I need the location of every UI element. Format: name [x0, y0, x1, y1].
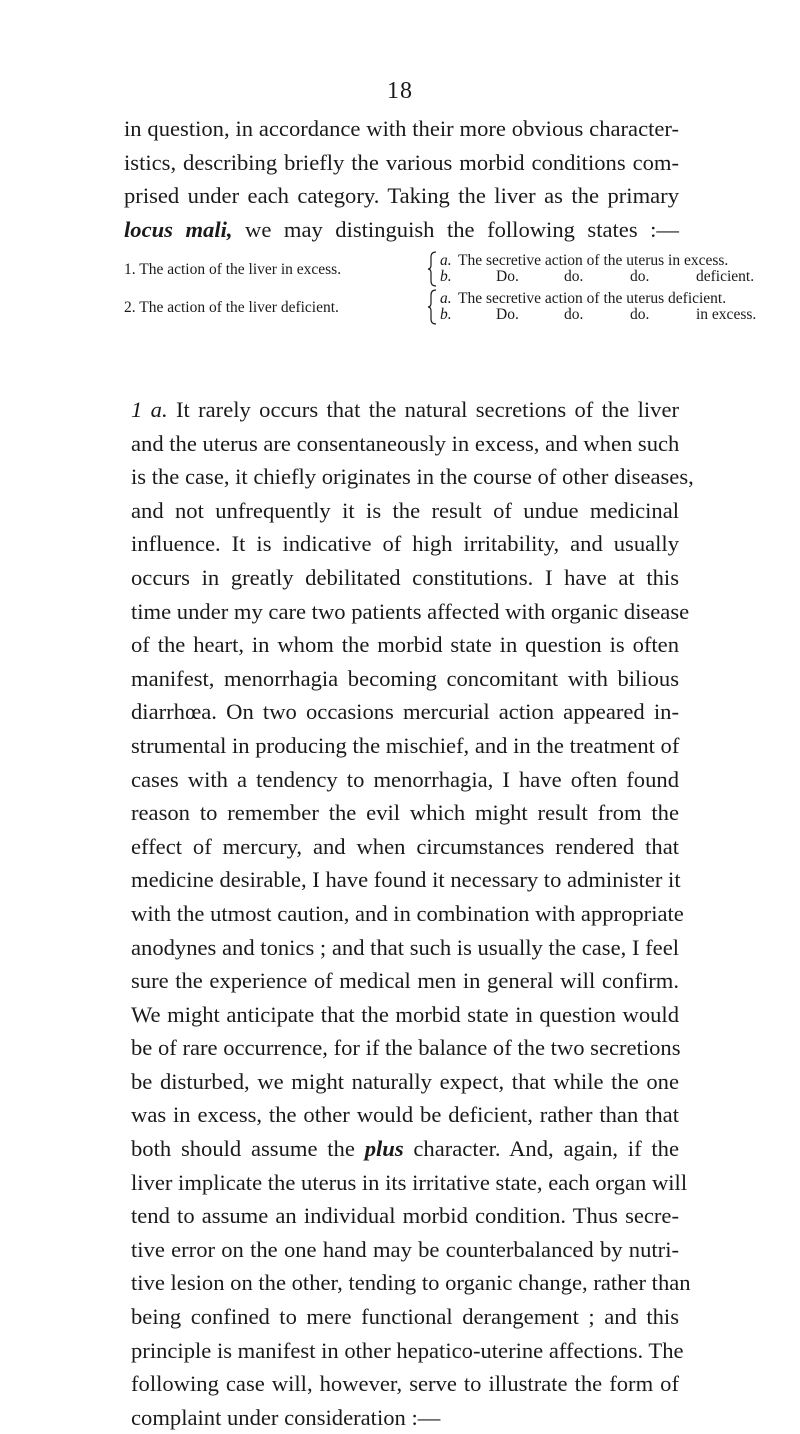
text-line: and not unfrequently it is the result of undue medicinal — [131, 497, 679, 523]
ditto-mark: do. — [630, 268, 650, 285]
text-line: medicine desirable, I have found it necessary to administer it — [131, 867, 681, 893]
text-line: following case will, however, serve to illustrate the form of — [131, 1371, 679, 1397]
page-number: 18 — [387, 78, 413, 104]
italic-lead: 1 a. — [131, 397, 168, 422]
italic-word: plus — [364, 1136, 404, 1162]
text-line: We might anticipate that the morbid state in question would — [131, 1001, 679, 1027]
text-line — [124, 1132, 679, 1166]
text-fragment: both should assume the — [131, 1136, 355, 1162]
table-row — [124, 252, 755, 290]
text-line: influence. It is indicative of high irritability, and usually — [131, 531, 679, 557]
text-line: was in excess, the other would be deficient, rather than that — [131, 1102, 679, 1128]
brace-icon — [428, 289, 437, 325]
text-line: diarrhœa. On two occasions mercurial action appeared in- — [131, 699, 679, 725]
subitem-letter: a. — [440, 290, 452, 307]
text-line: in question, in accordance with their more obvious character- — [124, 116, 679, 141]
text-line: prised under each category. Taking the liver as the primary — [124, 183, 679, 209]
text-line: effect of mercury, and when circumstances rendered that — [131, 833, 679, 859]
text-line: time under my care two patients affected with organic disease — [131, 598, 690, 624]
subitem-end: deficient. — [696, 268, 755, 285]
text-line: tive lesion on the other, tending to organic change, rather than — [131, 1270, 691, 1296]
text-line: occurs in greatly debilitated constitutions. I have at this — [131, 564, 679, 590]
text-line: sure the experience of medical men in general will confirm. — [131, 968, 679, 994]
text-line: of the heart, in whom the morbid state in question is often — [131, 632, 679, 658]
body-paragraph — [124, 393, 694, 1434]
ditto-mark: Do. — [496, 268, 519, 285]
text-line: with the utmost caution, and in combination with appropriate — [131, 900, 684, 926]
text-line: complaint under consideration :— — [131, 1404, 441, 1430]
ditto-mark: do. — [630, 306, 650, 323]
text-line — [124, 213, 679, 247]
ditto-mark: do. — [564, 268, 584, 285]
text-line: reason to remember the evil which might result from the — [131, 800, 679, 826]
text-line: being confined to mere functional derangement ; and this — [131, 1304, 679, 1330]
text-line: be of rare occurrence, for if the balance of the two secretions — [131, 1035, 681, 1061]
text-fragment: It rarely occurs that the natural secretions of the liver — [167, 397, 680, 422]
text-line: anodynes and tonics ; and that such is usually the case, I feel — [131, 934, 679, 960]
text-line: principle is manifest in other hepatico-uterine affections. The — [131, 1337, 684, 1363]
text-line: cases with a tendency to menorrhagia, I have often found — [131, 766, 679, 792]
text-line: manifest, menorrhagia becoming concomitant with bilious — [131, 665, 679, 691]
intro-paragraph — [124, 112, 679, 246]
ditto-mark: Do. — [496, 306, 519, 323]
subitem-b — [440, 268, 754, 286]
row-label: 1. The action of the liver in excess. — [124, 261, 342, 278]
text-line: liver implicate the uterus in its irritative state, each organ will — [131, 1169, 688, 1195]
subitem-text: The secretive action of the uterus in excess. — [458, 252, 729, 269]
text-line: tend to assume an individual morbid condition. Thus secre- — [131, 1203, 679, 1229]
subitem-text: The secretive action of the uterus deficient. — [458, 290, 727, 307]
subitem-b — [440, 306, 756, 324]
classification-table — [124, 252, 757, 328]
row-label: 2. The action of the liver deficient. — [124, 299, 339, 316]
text-fragment: we may distinguish the following states :— — [232, 216, 679, 242]
brace-icon — [428, 251, 437, 287]
text-line: is the case, it chiefly originates in the course of other diseases, — [131, 464, 694, 490]
text-line: istics, describing briefly the various morbid conditions com- — [124, 149, 679, 175]
italic-phrase: locus mali, — [124, 216, 233, 242]
ditto-mark: do. — [564, 306, 584, 323]
text-line: and the uterus are consentaneously in excess, and when such — [131, 430, 680, 456]
text-line: be disturbed, we might naturally expect, that while the one — [131, 1068, 679, 1094]
subitem-letter: b. — [440, 306, 452, 323]
text-fragment: character. And, again, if the — [403, 1136, 679, 1162]
text-line — [124, 393, 679, 427]
subitem-letter: a. — [440, 252, 452, 269]
text-line: tive error on the one hand may be counterbalanced by nutri- — [131, 1236, 679, 1262]
subitem-letter: b. — [440, 268, 452, 285]
subitem-end: in excess. — [696, 306, 757, 323]
text-line: strumental in producing the mischief, and in the treatment of — [131, 732, 680, 758]
table-row — [124, 290, 757, 328]
